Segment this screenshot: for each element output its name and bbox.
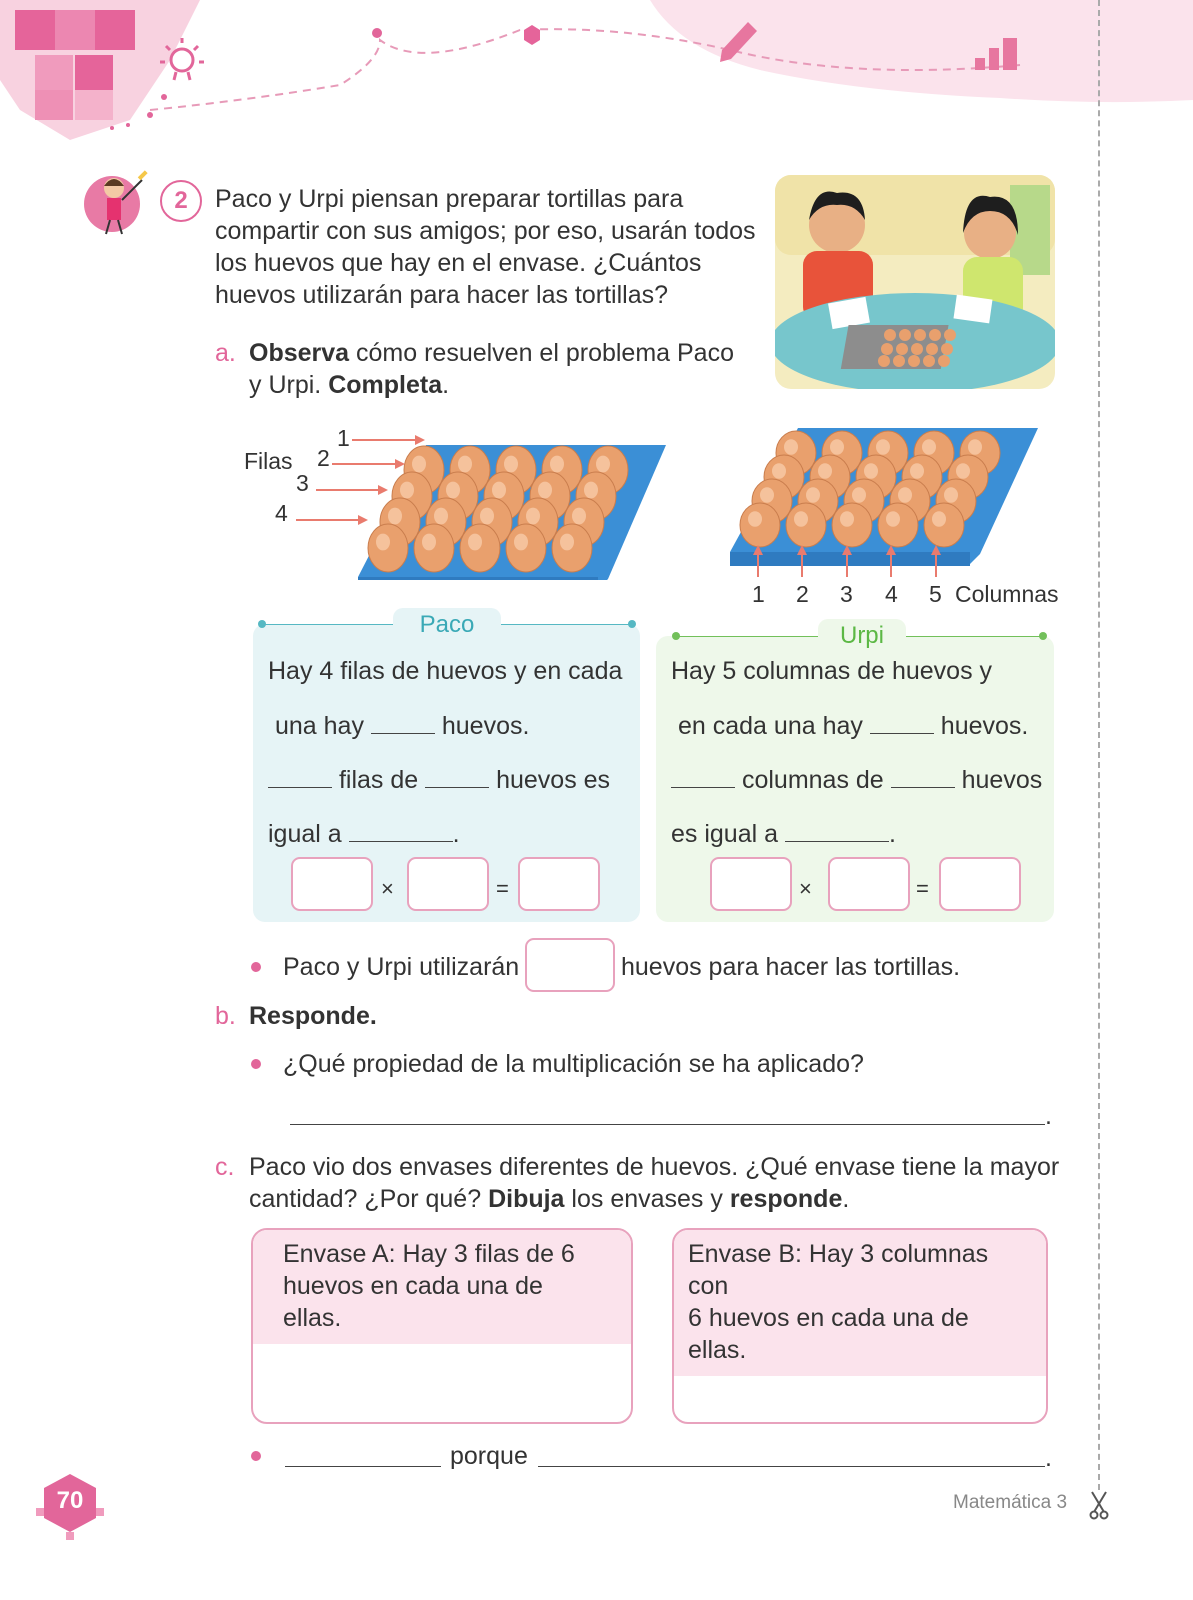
row-number: 3 bbox=[296, 470, 309, 496]
part-letter: c. bbox=[215, 1153, 235, 1181]
egg-highlight bbox=[876, 439, 890, 454]
part-letter: a. bbox=[215, 339, 236, 367]
egg-highlight bbox=[944, 487, 958, 502]
result-sentence-start: Paco y Urpi utilizarán bbox=[283, 953, 520, 981]
part-b-question: ¿Qué propiedad de la multiplicación se ha aplicado? bbox=[283, 1050, 864, 1078]
egg-highlight bbox=[886, 511, 900, 526]
paco-text: . bbox=[452, 820, 460, 848]
egg-highlight bbox=[784, 439, 798, 454]
egg bbox=[460, 524, 500, 572]
part-b-heading bbox=[215, 1000, 377, 1032]
egg-highlight bbox=[446, 482, 460, 499]
girl-mascot-icon bbox=[82, 168, 152, 238]
egg-highlight bbox=[468, 534, 482, 551]
urpi-text: en cada una hay bbox=[678, 712, 863, 740]
container-b-drawing-box[interactable] bbox=[672, 1228, 1048, 1424]
egg bbox=[832, 503, 872, 547]
answer-line[interactable] bbox=[538, 1466, 1045, 1467]
part-c-text: Paco vio dos envases diferentes de huevos. ¿Qué envase tiene la mayor bbox=[249, 1153, 1060, 1181]
page-number: 70 bbox=[56, 1487, 84, 1514]
row-number: 4 bbox=[275, 500, 288, 526]
respond-verb: responde bbox=[729, 1185, 843, 1213]
egg-highlight bbox=[388, 508, 402, 525]
arrow-head bbox=[415, 435, 425, 445]
egg-highlight bbox=[492, 482, 506, 499]
egg-tray-columns bbox=[720, 405, 1040, 585]
rule-dot bbox=[1039, 632, 1047, 640]
arrow-head bbox=[358, 515, 368, 525]
because-word: porque bbox=[450, 1442, 528, 1470]
part-a-text: cómo resuelven el problema Paco bbox=[349, 339, 734, 367]
problem-statement bbox=[215, 183, 765, 311]
urpi-factor-box[interactable] bbox=[710, 857, 792, 911]
cubes-decoration bbox=[0, 0, 200, 140]
egg bbox=[878, 503, 918, 547]
paco-line bbox=[275, 710, 529, 742]
column-numbers bbox=[740, 578, 1080, 612]
cut-line bbox=[1098, 0, 1100, 1490]
egg-highlight bbox=[412, 456, 426, 473]
egg-highlight bbox=[526, 508, 540, 525]
egg-highlight bbox=[458, 456, 472, 473]
egg-highlight bbox=[538, 482, 552, 499]
egg-highlight bbox=[932, 511, 946, 526]
children-table-illustration bbox=[775, 175, 1055, 389]
part-a-text: y Urpi. bbox=[249, 371, 329, 399]
egg-highlight bbox=[584, 482, 598, 499]
result-sentence-end: huevos para hacer las tortillas. bbox=[621, 953, 961, 981]
equals-sign: = bbox=[496, 876, 509, 901]
problem-line: Paco y Urpi piensan preparar tortillas para bbox=[215, 185, 684, 213]
times-sign: × bbox=[799, 876, 812, 901]
box-line: Envase A: Hay 3 filas de 6 bbox=[283, 1240, 575, 1268]
egg-highlight bbox=[596, 456, 610, 473]
observe-verb: Observa bbox=[249, 339, 350, 367]
paco-title: Paco bbox=[393, 608, 501, 642]
blank-line[interactable] bbox=[268, 765, 332, 788]
egg-highlight bbox=[794, 511, 808, 526]
box-line: Envase B: Hay 3 columnas con bbox=[688, 1240, 989, 1300]
paco-line bbox=[268, 764, 610, 796]
urpi-text: columnas de bbox=[741, 766, 884, 794]
egg bbox=[368, 524, 408, 572]
part-a-instruction bbox=[215, 337, 775, 401]
box-line: huevos en cada una de ellas. bbox=[283, 1272, 543, 1332]
header-decoration bbox=[0, 0, 1193, 150]
paco-text: igual a bbox=[268, 820, 342, 848]
egg-highlight bbox=[956, 463, 970, 478]
row-number: 2 bbox=[317, 445, 330, 471]
tray-front bbox=[358, 577, 598, 580]
egg-highlight bbox=[550, 456, 564, 473]
urpi-text: huevos. bbox=[940, 712, 1029, 740]
times-sign: × bbox=[381, 876, 394, 901]
column-number: 5 bbox=[929, 581, 942, 607]
bullet bbox=[251, 1059, 261, 1069]
problem-line: los huevos que hay en el envase. ¿Cuántos bbox=[215, 249, 702, 277]
egg-highlight bbox=[864, 463, 878, 478]
complete-verb: Completa bbox=[328, 371, 443, 399]
urpi-factor-box[interactable] bbox=[828, 857, 910, 911]
egg-highlight bbox=[830, 439, 844, 454]
egg-highlight bbox=[898, 487, 912, 502]
egg bbox=[786, 503, 826, 547]
blank-line[interactable] bbox=[785, 819, 889, 842]
part-a-text: . bbox=[442, 371, 450, 399]
blank-line[interactable] bbox=[891, 765, 955, 788]
egg-tray-rows bbox=[240, 420, 680, 580]
paco-text: una hay bbox=[275, 712, 364, 740]
rule-dot bbox=[258, 620, 266, 628]
urpi-text: huevos bbox=[961, 766, 1043, 794]
book-title: Matemática 3 bbox=[953, 1492, 1068, 1513]
egg-highlight bbox=[852, 487, 866, 502]
paco-line: Hay 4 filas de huevos y en cada bbox=[268, 657, 623, 685]
egg-highlight bbox=[922, 439, 936, 454]
part-c-instruction bbox=[215, 1151, 1075, 1215]
urpi-title: Urpi bbox=[818, 619, 906, 653]
end-dot: . bbox=[1045, 1102, 1052, 1130]
egg-highlight bbox=[760, 487, 774, 502]
egg bbox=[740, 503, 780, 547]
urpi-line bbox=[678, 710, 1028, 742]
column-number: 3 bbox=[840, 581, 853, 607]
arrow-head bbox=[395, 459, 405, 469]
equals-sign: = bbox=[916, 876, 929, 901]
urpi-product-box[interactable] bbox=[939, 857, 1021, 911]
rule-dot bbox=[672, 632, 680, 640]
part-c-text: los envases y bbox=[564, 1185, 730, 1213]
container-b-description bbox=[674, 1230, 1046, 1376]
urpi-text: . bbox=[888, 820, 896, 848]
blank-line[interactable] bbox=[671, 765, 735, 788]
paco-text: huevos es bbox=[496, 766, 611, 794]
egg bbox=[506, 524, 546, 572]
column-number: 2 bbox=[796, 581, 809, 607]
part-c-text: cantidad? ¿Por qué? bbox=[249, 1185, 489, 1213]
egg-highlight bbox=[806, 487, 820, 502]
paco-line bbox=[268, 818, 460, 850]
paco-factor-box[interactable] bbox=[291, 857, 373, 911]
blank-line[interactable] bbox=[425, 765, 489, 788]
egg-highlight bbox=[818, 463, 832, 478]
row-number: 1 bbox=[337, 425, 350, 451]
responde-verb: Responde. bbox=[249, 1002, 377, 1030]
egg bbox=[552, 524, 592, 572]
problem-line: huevos utilizarán para hacer las tortillas? bbox=[215, 281, 669, 309]
egg-highlight bbox=[772, 463, 786, 478]
draw-verb: Dibuja bbox=[488, 1185, 565, 1213]
egg-highlight bbox=[504, 456, 518, 473]
end-dot: . bbox=[1045, 1444, 1052, 1472]
blank-line[interactable] bbox=[870, 711, 934, 734]
blank-line[interactable] bbox=[349, 819, 453, 842]
egg-highlight bbox=[910, 463, 924, 478]
egg-highlight bbox=[514, 534, 528, 551]
egg bbox=[924, 503, 964, 547]
egg-highlight bbox=[480, 508, 494, 525]
column-number: 1 bbox=[752, 581, 765, 607]
rule-dot bbox=[628, 620, 636, 628]
container-a-description bbox=[253, 1230, 631, 1344]
egg-highlight bbox=[376, 534, 390, 551]
problem-number-badge: 2 bbox=[160, 180, 202, 222]
egg-highlight bbox=[422, 534, 436, 551]
paco-factor-box[interactable] bbox=[407, 857, 489, 911]
bullet bbox=[251, 962, 261, 972]
egg-highlight bbox=[968, 439, 982, 454]
egg-highlight bbox=[434, 508, 448, 525]
container-a-drawing-box[interactable] bbox=[251, 1228, 633, 1424]
part-c-text: . bbox=[842, 1185, 850, 1213]
egg-highlight bbox=[572, 508, 586, 525]
scissors-icon bbox=[1088, 1490, 1110, 1520]
paco-text: filas de bbox=[338, 766, 419, 794]
column-number: 4 bbox=[885, 581, 898, 607]
blank-line[interactable] bbox=[371, 711, 435, 734]
columns-label: Columnas bbox=[955, 581, 1059, 607]
urpi-text: es igual a bbox=[671, 820, 779, 848]
urpi-line: Hay 5 columnas de huevos y bbox=[671, 657, 993, 685]
part-letter: b. bbox=[215, 1002, 236, 1030]
urpi-line bbox=[671, 818, 896, 850]
paco-product-box[interactable] bbox=[518, 857, 600, 911]
bullet bbox=[251, 1451, 261, 1461]
arrow-head bbox=[378, 485, 388, 495]
egg-highlight bbox=[400, 482, 414, 499]
egg-highlight bbox=[748, 511, 762, 526]
problem-line: compartir con sus amigos; por eso, usarán todos bbox=[215, 217, 756, 245]
egg bbox=[414, 524, 454, 572]
urpi-line bbox=[671, 764, 1042, 796]
total-eggs-box[interactable] bbox=[525, 938, 615, 992]
egg-highlight bbox=[840, 511, 854, 526]
box-line: 6 huevos en cada una de ellas. bbox=[688, 1304, 969, 1364]
answer-line[interactable] bbox=[290, 1124, 1045, 1125]
paco-text: huevos. bbox=[441, 712, 530, 740]
answer-line[interactable] bbox=[285, 1466, 441, 1467]
rows-label: Filas bbox=[244, 448, 293, 474]
egg-highlight bbox=[560, 534, 574, 551]
